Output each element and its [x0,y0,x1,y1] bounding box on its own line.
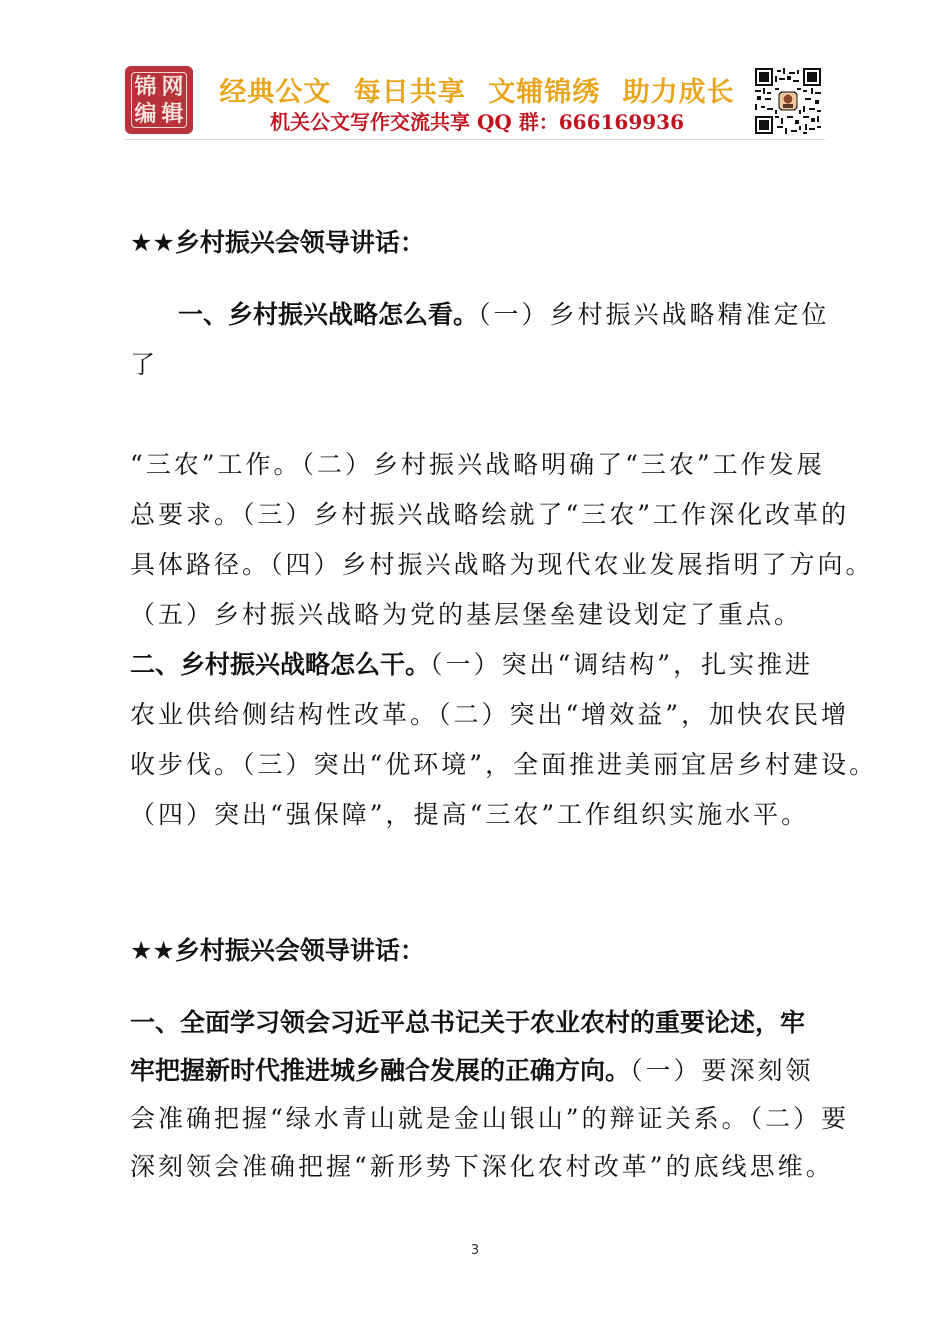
paragraph-line [130,640,830,690]
paragraph-line: 深刻领会准确把握“新形势下深化农村改革”的底线思维。 [130,1152,834,1181]
paragraph-heading: 牢把握新时代推进城乡融合发展的正确方向。 [130,1056,631,1085]
header-divider [125,139,825,140]
paragraph-line: 了 [130,350,159,379]
qr-code-icon [755,68,821,134]
paragraph-line: 会准确把握“绿水青山就是金山银山”的辩证关系。（二）要 [130,1104,850,1133]
paragraph-line: 总要求。（三）乡村振兴战略绘就了“三农”工作深化改革的 [130,500,850,529]
paragraph-text: （一）要深刻领 [630,1056,814,1085]
paragraph-line: 农业供给侧结构性改革。（二）突出“增效益”，加快农民增 [130,700,850,729]
header-slogan: 经典公文 每日共享 文辅锦绣 助力成长 [219,77,735,108]
paragraph-line [130,290,830,340]
paragraph-heading: 一、全面学习领会习近平总书记关于农业农村的重要论述，牢 [130,1008,806,1037]
paragraph-line: “三农”工作。（二）乡村振兴战略明确了“三农”工作发展 [130,450,825,479]
paragraph-heading: 二、乡村振兴战略怎么干。 [130,650,431,679]
section-title: ★★乡村振兴会领导讲话： [130,936,425,965]
paragraph-heading: 一、乡村振兴战略怎么看。 [178,300,479,329]
seal-char: 锦 [134,73,157,100]
seal-char: 辑 [161,100,184,127]
seal-logo [125,66,193,134]
section-title: ★★乡村振兴会领导讲话： [130,228,425,257]
paragraph-line: （四）突出“强保障”，提高“三农”工作组织实施水平。 [130,800,810,829]
seal-char: 编 [134,100,157,127]
paragraph-line: （五）乡村振兴战略为党的基层堡垒建设划定了重点。 [130,600,803,629]
page-number: 3 [470,1243,480,1258]
seal-char: 网 [161,73,184,100]
paragraph-line [130,1046,830,1096]
document-header [125,66,825,138]
paragraph-text: （一）突出“调结构”，扎实推进 [430,650,814,679]
paragraph-text: （一）乡村振兴战略精准定位 [478,300,830,329]
paragraph-line: 收步伐。（三）突出“优环境”，全面推进美丽宜居乡村建设。 [130,750,878,779]
paragraph-line: 具体路径。（四）乡村振兴战略为现代农业发展指明了方向。 [130,550,874,579]
header-group-line: 机关公文写作交流共享 QQ 群：666169936 [269,110,684,134]
